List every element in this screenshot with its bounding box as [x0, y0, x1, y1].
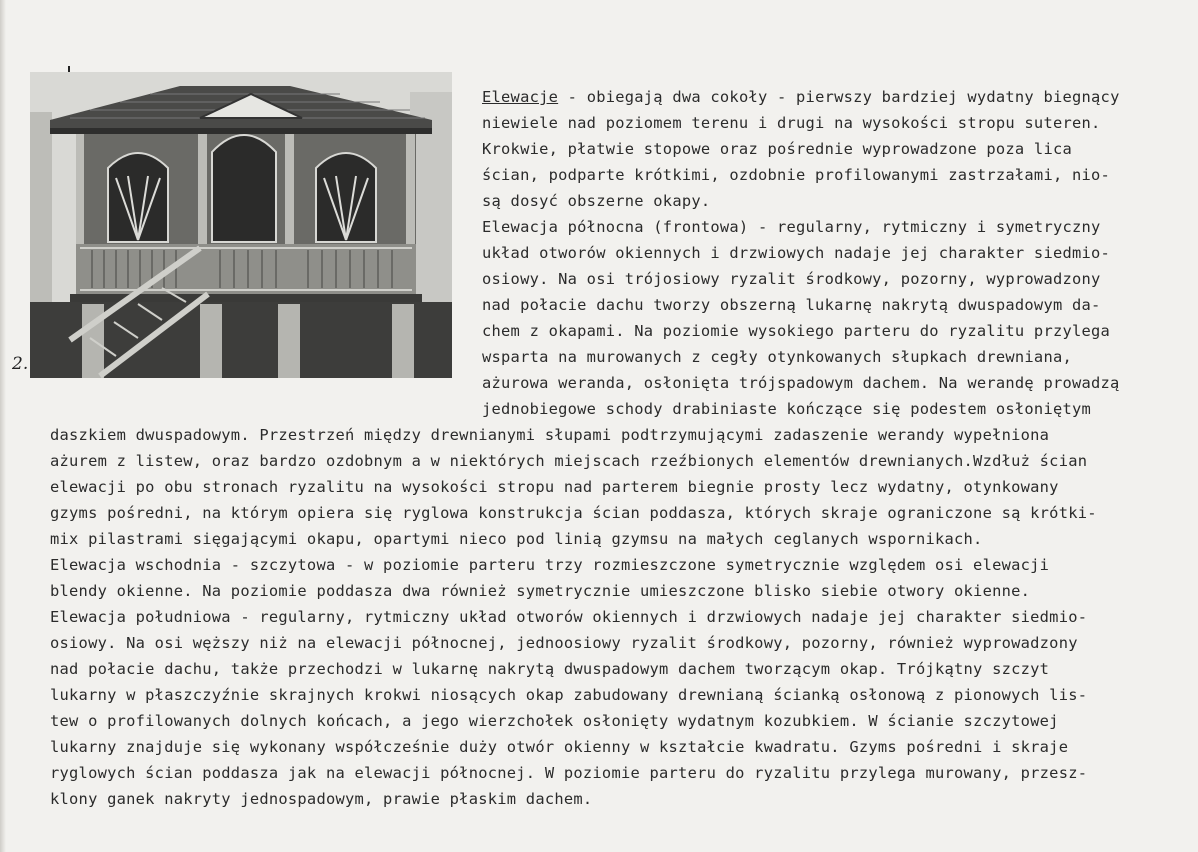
text-line: blendy okienne. Na poziomie poddasza dwa również symetrycznie umieszczone blisko siebie otwory okienne.: [50, 582, 1031, 600]
text-line: niewiele nad poziomem terenu i drugi na wysokości stropu suteren.: [482, 114, 1101, 132]
text-line: chem z okapami. Na poziomie wysokiego parteru do ryzalitu przylega: [482, 322, 1111, 340]
text-line: gzyms pośredni, na którym opiera się ryglowa konstrukcja ścian poddasza, których skraje ograniczone są krótki-: [50, 504, 1097, 522]
section-heading: Elewacje: [482, 88, 559, 106]
text-line: Elewacja północna (frontowa) - regularny, rytmiczny i symetryczny: [482, 218, 1101, 236]
text-line: ryglowych ścian poddasza jak na elewacji północnej. W poziomie parteru do ryzalitu przylega murowany, przesz-: [50, 764, 1088, 782]
text-line: elewacji po obu stronach ryzalitu na wysokości stropu nad parterem biegnie prosty lecz wydatny, otynkowany: [50, 478, 1059, 496]
text-line: osiowy. Na osi trójosiowy ryzalit środkowy, pozorny, wyprowadzony: [482, 270, 1101, 288]
page-edge: [0, 0, 6, 852]
text-line: osiowy. Na osi węższy niż na elewacji północnej, jednoosiowy ryzalit środkowy, pozorny, również wyprowadzony: [50, 634, 1078, 652]
text-line: Elewacja wschodnia - szczytowa - w poziomie parteru trzy rozmieszczone symetrycznie względem osi elewacji: [50, 556, 1050, 574]
text-line: wsparta na murowanych z cegły otynkowanych słupkach drewniana,: [482, 348, 1072, 366]
text-line: lukarny znajduje się wykonany współcześnie duży otwór okienny w kształcie kwadratu. Gzyms pośredni i skraje: [50, 738, 1069, 756]
text-line: jednobiegowe schody drabiniaste kończące się podestem osłoniętym: [482, 400, 1092, 418]
text-line: nad połacie dachu tworzy obszerną lukarnę nakrytą dwuspadowym da-: [482, 296, 1101, 314]
text-line: ażurem z listew, oraz bardzo ozdobnym a w niektórych miejscach rzeźbionych elementów drewnianych.Wzdłuż ścian: [50, 452, 1088, 470]
text-line: tew o profilowanych dolnych końcach, a jego wierzchołek osłonięty wydatnym kozubkiem. W ścianie szczytowej: [50, 712, 1059, 730]
veranda-illustration: [30, 72, 452, 378]
text-line: są dosyć obszerne okapy.: [482, 192, 711, 210]
text-line: klony ganek nakryty jednospadowym, prawie płaskim dachem.: [50, 790, 593, 808]
text-line: mix pilastrami sięgającymi okapu, opartymi nieco pod linią gzymsu na małych ceglanych wspornikach.: [50, 530, 983, 548]
house-photograph: [30, 72, 452, 378]
text-line: ścian, podparte krótkimi, ozdobnie profilowanymi zastrzałami, nio-: [482, 166, 1111, 184]
figure-number: 2.: [12, 354, 29, 374]
text-line: lukarny w płaszczyźnie skrajnych krokwi niosących okap zabudowany drewnianą ścianką osłonową z pionowych lis-: [50, 686, 1088, 704]
text-line: układ otworów okiennych i drzwiowych nadaje jej charakter siedmio-: [482, 244, 1111, 262]
text-line: Krokwie, płatwie stopowe oraz pośrednie wyprowadzone poza lica: [482, 140, 1072, 158]
text-line: nad połacie dachu, także przechodzi w lukarnę nakrytą dwuspadowym dachem tworzącym okap. Trójkątny szczyt: [50, 660, 1050, 678]
text-line: Elewacje - obiegają dwa cokoły - pierwszy bardziej wydatny biegnący: [482, 88, 1120, 106]
text-line: daszkiem dwuspadowym. Przestrzeń między drewnianymi słupami podtrzymującymi zadaszenie werandy wypełniona: [50, 426, 1050, 444]
text-line: ażurowa weranda, osłonięta trójspadowym dachem. Na werandę prowadzą: [482, 374, 1120, 392]
text-line: Elewacja południowa - regularny, rytmiczny układ otworów okiennych i drzwiowych nadaje jej charakter siedmio-: [50, 608, 1088, 626]
